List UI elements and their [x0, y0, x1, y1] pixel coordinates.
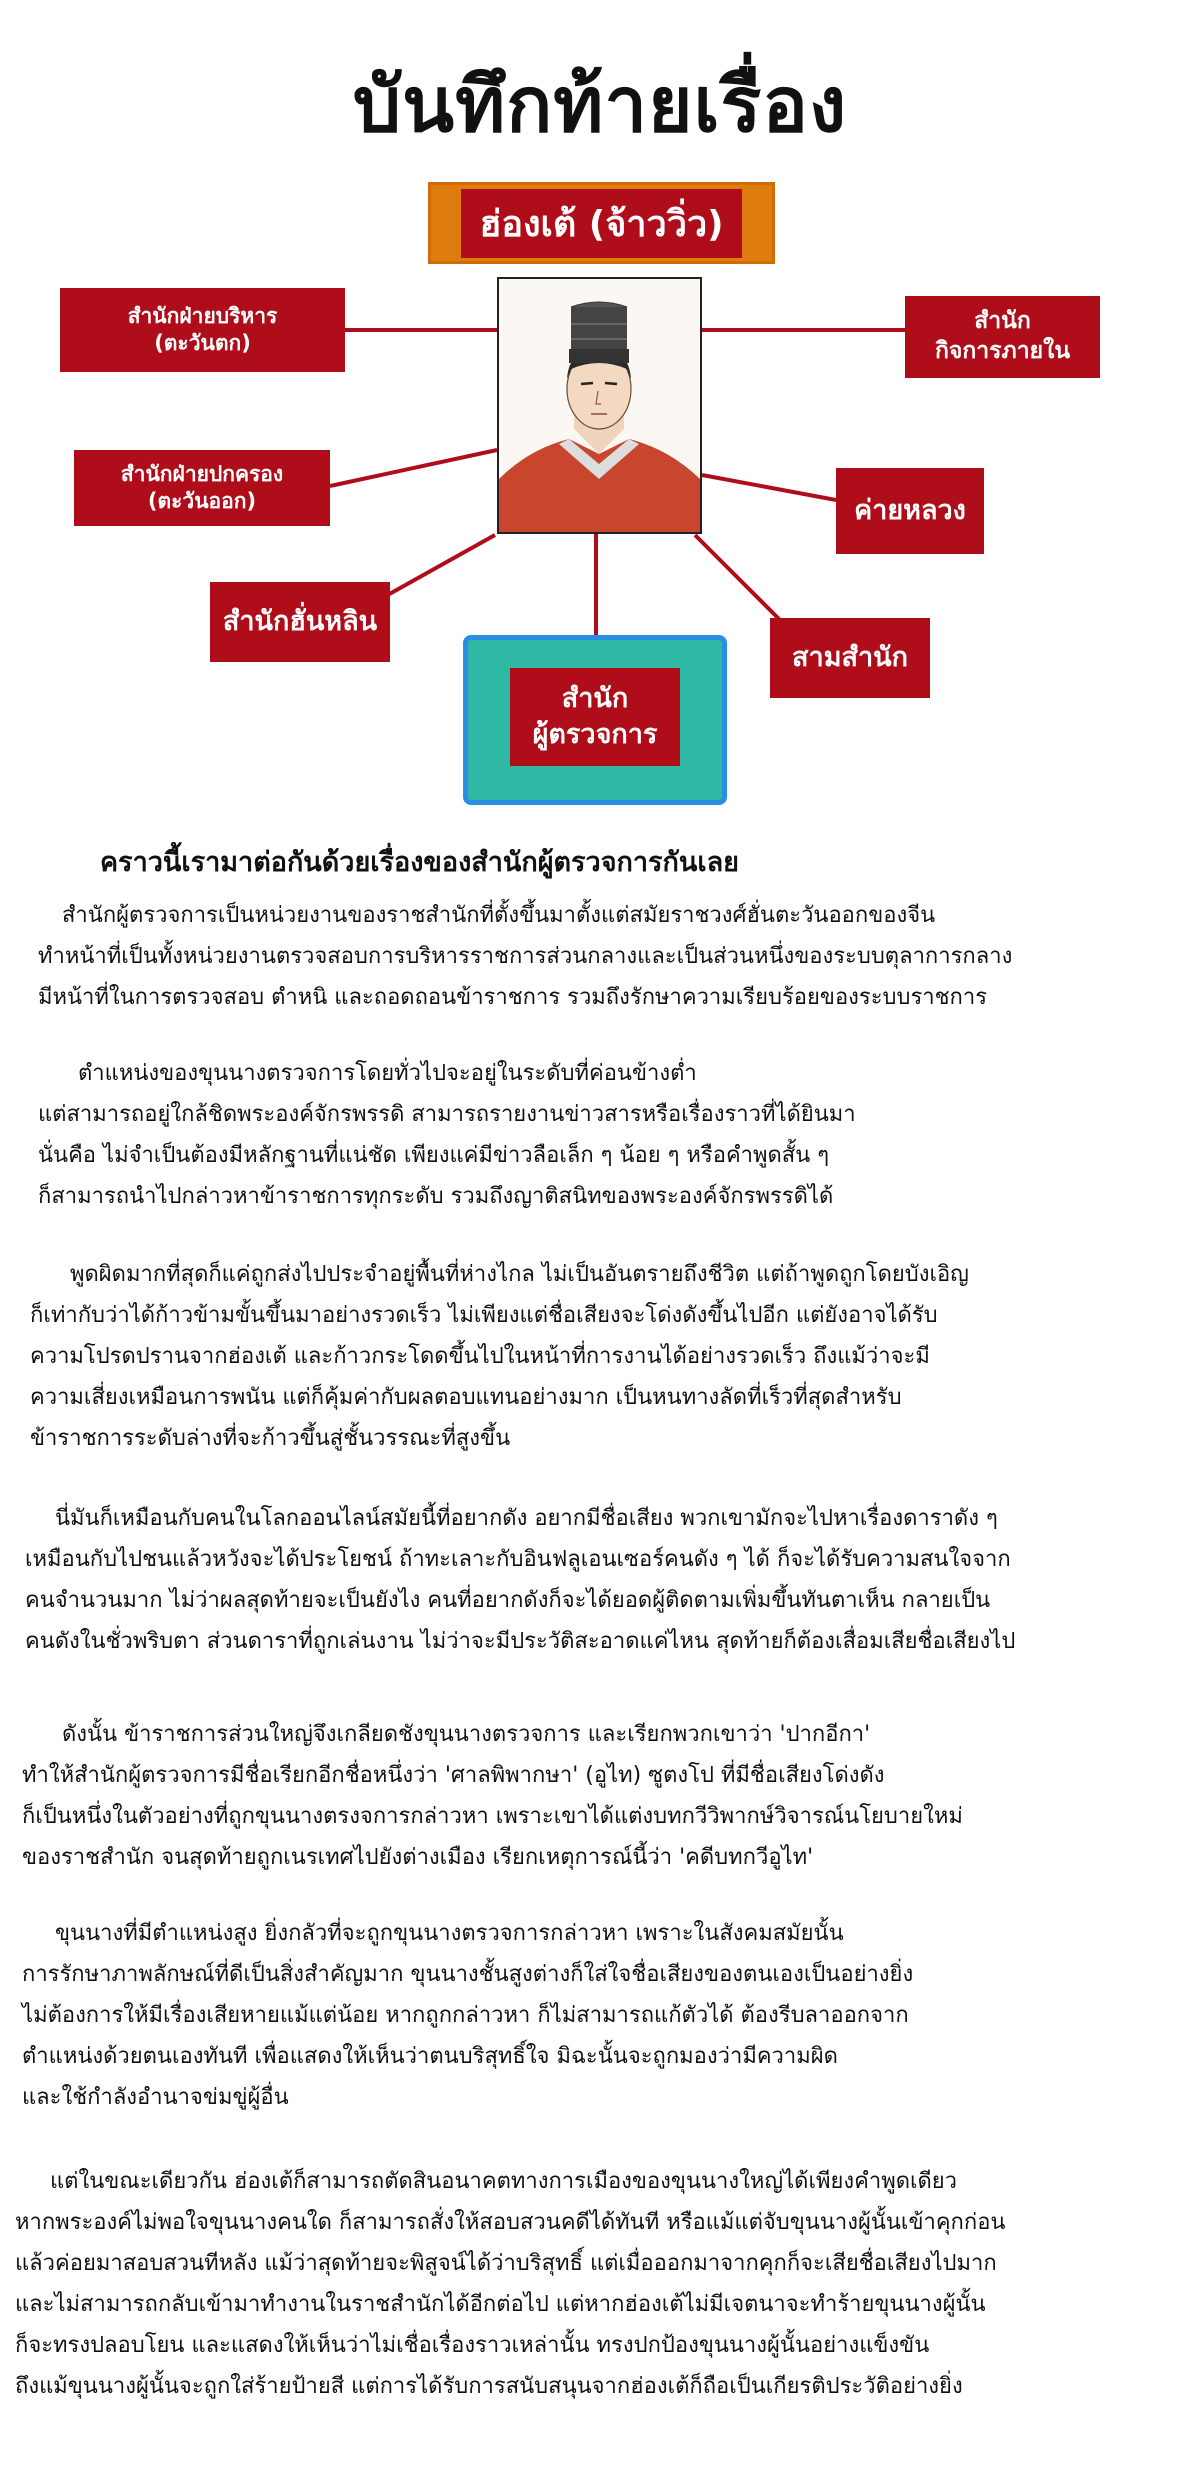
text-line: ไม่ต้องการให้มีเรื่องเสียหายแม้แต่น้อย หากถูกกล่าวหา ก็ไม่สามารถแก้ตัวได้ ต้องรีบลาออกจาก	[22, 2003, 909, 2028]
text-line: คนดังในชั่วพริบตา ส่วนดาราที่ถูกเล่นงาน ไม่ว่าจะมีประวัติสะอาดแค่ไหน สุดท้ายก็ต้องเสื่อมเสียชื่อเสียงไป	[25, 1629, 1016, 1654]
text-line: และใช้กำลังอำนาจข่มขู่ผู้อื่น	[22, 2085, 289, 2110]
text-line: ก็สามารถนำไปกล่าวหาข้าราชการทุกระดับ รวมถึงญาติสนิทของพระองค์จักรพรรดิได้	[38, 1184, 834, 1209]
text-line: นี่มันก็เหมือนกับคนในโลกออนไลน์สมัยนี้ที่อยากดัง อยากมีชื่อเสียง พวกเขามักจะไปหาเรื่องดาราดัง ๆ	[55, 1506, 998, 1531]
emperor-figure	[499, 279, 700, 532]
office-hanlin	[210, 582, 390, 662]
text-line: แล้วค่อยมาสอบสวนทีหลัง แม้ว่าสุดท้ายจะพิสูจน์ได้ว่าบริสุทธิ์ แต่เมื่อออกมาจากคุกก็จะเสียชื่อเสียงไปมาก	[15, 2251, 997, 2276]
text-line: ตำแหน่งด้วยตนเองทันที เพื่อแสดงให้เห็นว่าตนบริสุทธิ์ใจ มิฉะนั้นจะถูกมองว่ามีความผิด	[22, 2044, 838, 2069]
office-hanlin-label: สำนักฮั่นหลิน	[222, 606, 378, 638]
office-admin-west	[60, 288, 345, 372]
text-line: และไม่สามารถกลับเข้ามาทำงานในราชสำนักได้อีกต่อไป แต่หากฮ่องเต้ไม่มีเจตนาจะทำร้ายขุนนางผู้นั้น	[15, 2292, 986, 2317]
text-line: การรักษาภาพลักษณ์ที่ดีเป็นสิ่งสำคัญมาก ขุนนางชั้นสูงต่างก็ใส่ใจชื่อเสียงของตนเองเป็นอย่างยิ่ง	[22, 1962, 914, 1987]
connector-palace-guard	[702, 475, 836, 500]
section-subtitle: คราวนี้เรามาต่อกันด้วยเรื่องของสำนักผู้ตรวจการกันเลย	[100, 847, 739, 878]
text-line: ก็เป็นหนึ่งในตัวอย่างที่ถูกขุนนางตรงจการกล่าวหา เพราะเขาได้แต่งบทกวีวิพากษ์วิจารณ์นโยบายใหม่	[22, 1804, 963, 1829]
office-admin-west-line2: (ตะวันตก)	[154, 331, 251, 355]
office-censorate-line2: ผู้ตรวจการ	[532, 719, 658, 750]
office-inner-affairs-line1: สำนัก	[974, 308, 1031, 335]
emperor-portrait	[497, 277, 702, 534]
text-line: คนจำนวนมาก ไม่ว่าผลสุดท้ายจะเป็นยังไง คนที่อยากดังก็จะได้ยอดผู้ติดตามเพิ่มขึ้นทันตาเห็น กลายเป็น	[25, 1588, 991, 1613]
office-inner-affairs-line2: กิจการภายใน	[934, 338, 1071, 364]
emperor-label	[428, 182, 775, 264]
office-censorate-line1: สำนัก	[561, 682, 629, 714]
text-line: สำนักผู้ตรวจการเป็นหน่วยงานของราชสำนักที่ตั้งขึ้นมาตั้งแต่สมัยราชวงศ์ฮั่นตะวันออกของจีน	[62, 903, 936, 928]
text-line: พูดผิดมากที่สุดก็แค่ถูกส่งไปประจำอยู่พื้นที่ห่างไกล ไม่เป็นอันตรายถึงชีวิต แต่ถ้าพูดถูกโดยบังเอิญ	[70, 1262, 969, 1287]
text-line: แต่ในขณะเดียวกัน ฮ่องเต้ก็สามารถตัดสินอนาคตทางการเมืองของขุนนางใหญ่ได้เพียงคำพูดเดียว	[50, 2169, 958, 2194]
text-line: ของราชสำนัก จนสุดท้ายถูกเนรเทศไปยังต่างเมือง เรียกเหตุการณ์นี้ว่า 'คดีบทกวีอูไท'	[22, 1845, 814, 1870]
emperor-name: ฮ่องเต้ (จ้าววิ่ว)	[461, 189, 741, 258]
text-line: ทำให้สำนักผู้ตรวจการมีชื่อเรียกอีกชื่อหนึ่งว่า 'ศาลพิพากษา' (อูไท) ซูตงโป ที่มีชื่อเสียงโด่งดัง	[22, 1763, 885, 1788]
office-governance-east-line1: สำนักฝ่ายปกครอง	[120, 461, 284, 486]
office-governance-east-line2: (ตะวันออก)	[147, 489, 257, 513]
text-line: ข้าราชการระดับล่างที่จะก้าวขึ้นสู่ชั้นวรรณะที่สูงขึ้น	[30, 1426, 511, 1451]
office-three-offices	[770, 618, 930, 698]
page-title: บันทึกท้ายเรื่อง	[352, 60, 848, 149]
office-inner-affairs	[905, 296, 1100, 378]
text-line: แต่สามารถอยู่ใกล้ชิดพระองค์จักรพรรดิ สามารถรายงานข่าวสารหรือเรื่องราวที่ได้ยินมา	[38, 1102, 856, 1127]
text-line: ความโปรดปรานจากฮ่องเต้ และก้าวกระโดดขึ้นไปในหน้าที่การงานได้อย่างรวดเร็ว ถึงแม้ว่าจะมี	[30, 1344, 930, 1369]
censorate-highlight-frame	[463, 635, 727, 805]
court-structure-diagram	[0, 170, 1200, 820]
text-line: มีหน้าที่ในการตรวจสอบ ตำหนิ และถอดถอนข้าราชการ รวมถึงรักษาความเรียบร้อยของระบบราชการ	[38, 985, 988, 1010]
connector-governance-east	[330, 450, 497, 486]
text-line: ดังนั้น ข้าราชการส่วนใหญ่จึงเกลียดชังขุนนางตรวจการ และเรียกพวกเขาว่า 'ปากอีกา'	[62, 1722, 871, 1747]
text-line: ทำหน้าที่เป็นทั้งหน่วยงานตรวจสอบการบริหารราชการส่วนกลางและเป็นส่วนหนึ่งของระบบตุลาการกลาง	[38, 944, 1013, 969]
office-governance-east	[74, 450, 330, 526]
office-three-offices-label: สามสำนัก	[792, 642, 908, 674]
office-palace-guard-label: ค่ายหลวง	[854, 495, 966, 527]
office-palace-guard	[836, 468, 984, 554]
text-line: หากพระองค์ไม่พอใจขุนนางคนใด ก็สามารถสั่งให้สอบสวนคดีได้ทันที หรือแม้แต่จับขุนนางผู้นั้นเข้าคุกก่อน	[15, 2210, 1006, 2235]
text-line: ถึงแม้ขุนนางผู้นั้นจะถูกใส่ร้ายป้ายสี แต่การได้รับการสนับสนุนจากฮ่องเต้ก็ถือเป็นเกียรติประวัติอย่างยิ่ง	[15, 2374, 963, 2399]
text-line: นั่นคือ ไม่จำเป็นต้องมีหลักฐานที่แน่ชัด เพียงแค่มีข่าวลือเล็ก ๆ น้อย ๆ หรือคำพูดสั้น ๆ	[38, 1143, 830, 1168]
text-line: ความเสี่ยงเหมือนการพนัน แต่ก็คุ้มค่ากับผลตอบแทนอย่างมาก เป็นหนทางลัดที่เร็วที่สุดสำหรับ	[30, 1385, 902, 1410]
text-line: เหมือนกับไปชนแล้วหวังจะได้ประโยชน์ ถ้าทะเลาะกับอินฟลูเอนเซอร์คนดัง ๆ ได้ ก็จะได้รับความสนใจจาก	[25, 1547, 1011, 1572]
connector-three-offices	[695, 535, 780, 620]
office-censorate	[510, 668, 680, 766]
office-admin-west-line1: สำนักฝ่ายบริหาร	[127, 303, 278, 328]
text-line: ก็เท่ากับว่าได้ก้าวข้ามขั้นขึ้นมาอย่างรวดเร็ว ไม่เพียงแต่ชื่อเสียงจะโด่งดังขึ้นไปอีก แต่ยังอาจได้รับ	[30, 1303, 938, 1328]
text-line: ขุนนางที่มีตำแหน่งสูง ยิ่งกลัวที่จะถูกขุนนางตรวจการกล่าวหา เพราะในสังคมสมัยนั้น	[55, 1921, 844, 1946]
connector-hanlin	[375, 535, 495, 602]
text-line: ตำแหน่งของขุนนางตรวจการโดยทั่วไปจะอยู่ในระดับที่ค่อนข้างต่ำ	[78, 1061, 697, 1086]
text-line: ก็จะทรงปลอบโยน และแสดงให้เห็นว่าไม่เชื่อเรื่องราวเหล่านั้น ทรงปกป้องขุนนางผู้นั้นอย่างแข็งขัน	[15, 2333, 930, 2358]
